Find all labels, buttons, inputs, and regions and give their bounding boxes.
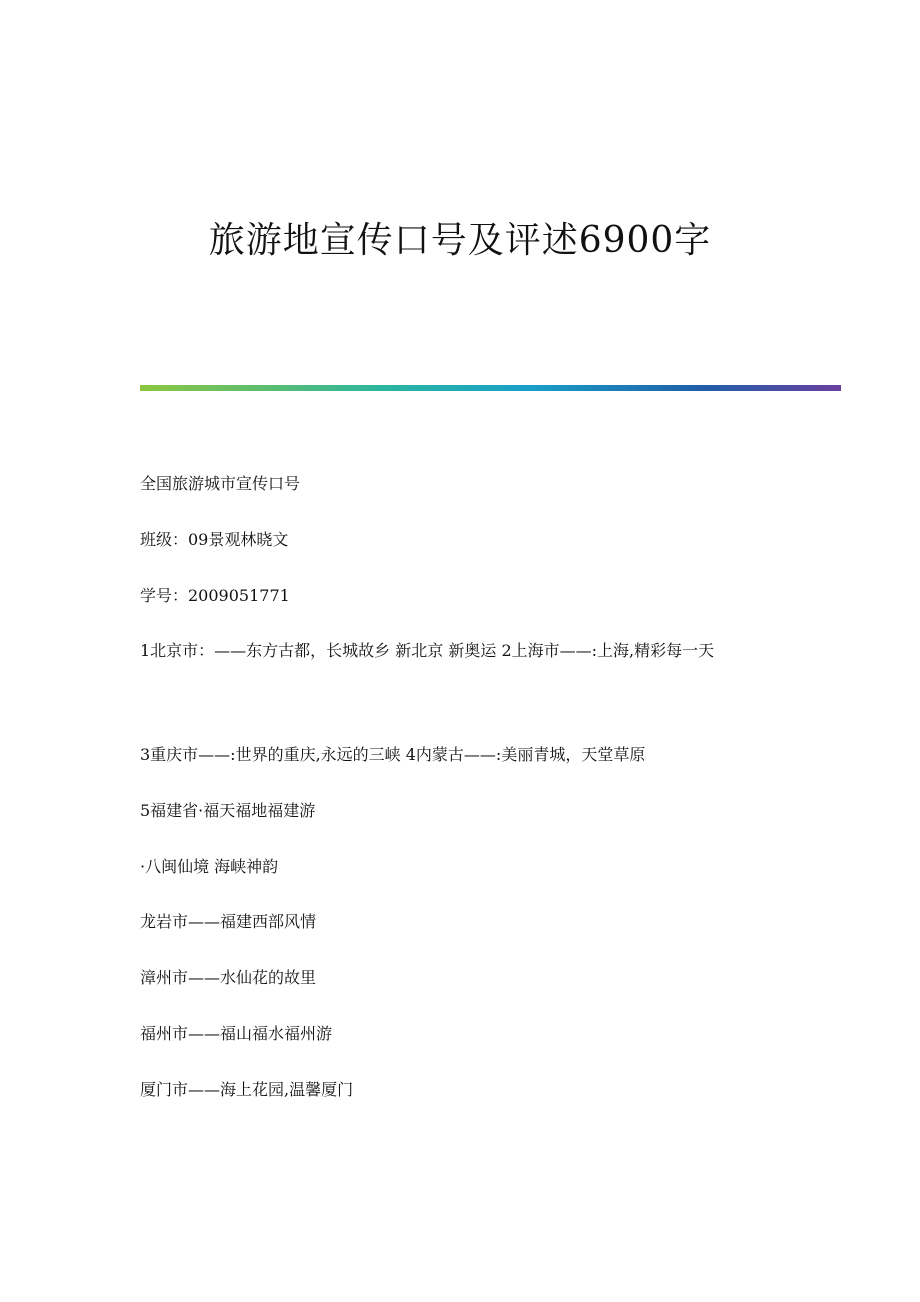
paragraph-zhangzhou: 漳州市——水仙花的故里 bbox=[140, 968, 317, 987]
paragraph-fujian: 5福建省·福天福地福建游 bbox=[140, 801, 316, 820]
paragraph-longyan: 龙岩市——福建西部风情 bbox=[140, 912, 317, 931]
paragraph-xiamen: 厦门市——海上花园,温馨厦门 bbox=[140, 1080, 354, 1099]
page-title: 旅游地宣传口号及评述6900字 bbox=[208, 220, 712, 261]
paragraph-bamin: ·八闽仙境 海峡神韵 bbox=[140, 857, 279, 876]
paragraph-student-id: 学号：2009051771 bbox=[140, 586, 290, 605]
title-divider bbox=[140, 385, 841, 391]
paragraph-fuzhou: 福州市——福山福水福州游 bbox=[140, 1024, 333, 1043]
paragraph-class: 班级：09景观林晓文 bbox=[140, 530, 289, 549]
paragraph-subtitle: 全国旅游城市宣传口号 bbox=[140, 474, 301, 493]
paragraph-beijing-shanghai: 1北京市：——东方古都，长城故乡 新北京 新奥运 2上海市——:上海,精彩每一天 bbox=[140, 641, 715, 660]
paragraph-chongqing-neimenggu: 3重庆市——:世界的重庆,永远的三峡 4内蒙古——:美丽青城，天堂草原 bbox=[140, 745, 646, 764]
